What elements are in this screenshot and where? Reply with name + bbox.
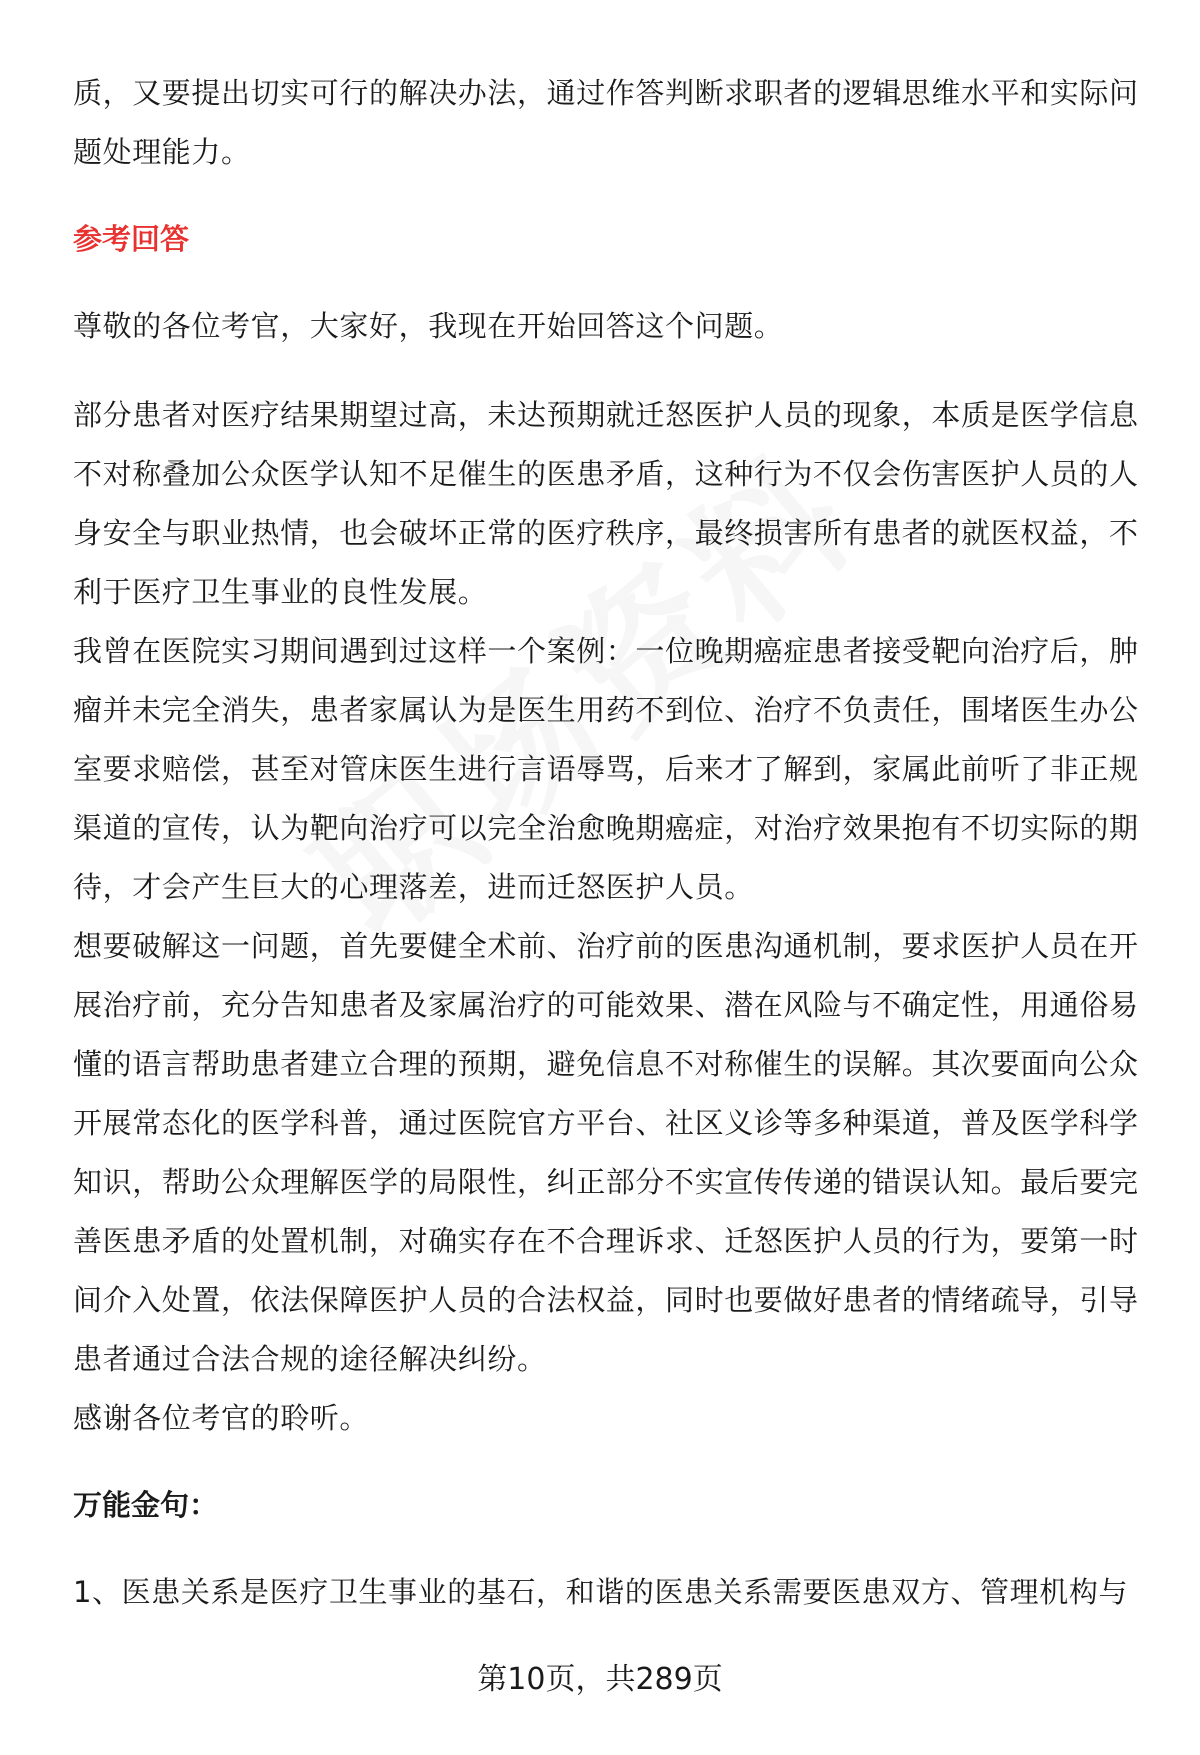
document-body — [73, 64, 1143, 1622]
golden-sentence-item: 1、医患关系是医疗卫生事业的基石，和谐的医患关系需要医患双方、管理机构与 — [73, 1575, 1129, 1609]
closing-paragraph: 感谢各位考官的聆听。 — [73, 1401, 370, 1435]
solution-paragraph: 想要破解这一问题，首先要健全术前、治疗前的医患沟通机制，要求医护人员在开展治疗前，充分告知患者及家属治疗的可能效果、潜在风险与不确定性，用通俗易懂的语言帮助患者建立合理的预期，避免信息不对称催生的误解。其次要面向公众开展常态化的医学科普，通过医院官方平台、社区义诊等多种渠道，普及医学科学知识，帮助公众理解医学的局限性，纠正部分不实宣传传递的错误认知。最后要完善医患矛盾的处置机制，对确实存在不合理诉求、迁怒医护人员的行为，要第一时间介入处置，依法保障医护人员的合法权益，同时也要做好患者的情绪疏导，引导患者通过合法合规的途径解决纠纷。 — [73, 929, 1139, 1376]
greeting-paragraph: 尊敬的各位考官，大家好，我现在开始回答这个问题。 — [73, 309, 784, 343]
spacer — [73, 356, 1143, 386]
reference-answer-heading: 参考回答 — [73, 222, 190, 256]
golden-sentences-heading: 万能金句： — [73, 1488, 219, 1522]
intro-tail-paragraph: 质，又要提出切实可行的解决办法，通过作答判断求职者的逻辑思维水平和实际问题处理能力。 — [73, 76, 1139, 169]
case-paragraph: 我曾在医院实习期间遇到过这样一个案例：一位晚期癌症患者接受靶向治疗后，肿瘤并未完全消失，患者家属认为是医生用药不到位、治疗不负责任，围堵医生办公室要求赔偿，甚至对管床医生进行言语辱骂，后来才了解到，家属此前听了非正规渠道的宣传，认为靶向治疗可以完全治愈晚期癌症，对治疗效果抱有不切实际的期待，才会产生巨大的心理落差，进而迁怒医护人员。 — [73, 634, 1139, 904]
analysis-paragraph: 部分患者对医疗结果期望过高，未达预期就迁怒医护人员的现象，本质是医学信息不对称叠加公众医学认知不足催生的医患矛盾，这种行为不仅会伤害医护人员的人身安全与职业热情，也会破坏正常的医疗秩序，最终损害所有患者的就医权益，不利于医疗卫生事业的良性发展。 — [73, 398, 1139, 609]
page-number-footer: 第10页，共289页 — [477, 1662, 723, 1697]
